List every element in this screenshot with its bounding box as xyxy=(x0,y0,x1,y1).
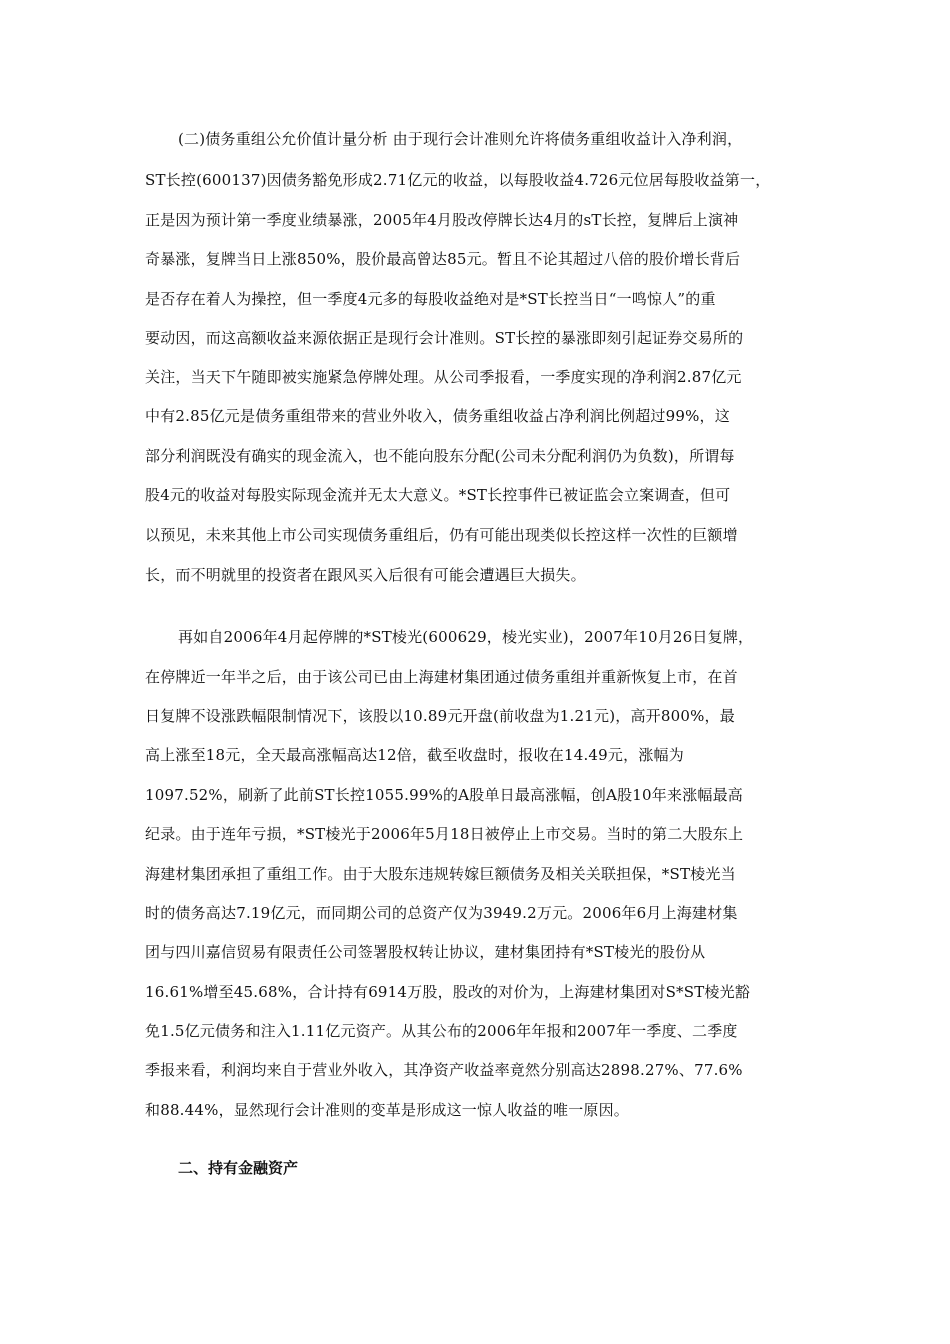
text-line: 中有2.85亿元是债务重组带来的营业外收入，债务重组收益占净利润比例超过99%，这 xyxy=(145,407,730,425)
text-line: 海建材集团承担了重组工作。由于大股东违规转嫁巨额债务及相关关联担保，*ST棱光当 xyxy=(145,865,736,883)
text-line: 关注，当天下午随即被实施紧急停牌处理。从公司季报看，一季度实现的净利润2.87亿元 xyxy=(145,368,742,386)
text-line: 免1.5亿元债务和注入1.11亿元资产。从其公布的2006年年报和2007年一季度、二季度 xyxy=(145,1022,738,1040)
text-line: 在停牌近一年半之后，由于该公司已由上海建材集团通过债务重组并重新恢复上市，在首 xyxy=(145,668,738,686)
text-line: 股4元的收益对每股实际现金流并无太大意义。*ST长控事件已被证监会立案调查，但可 xyxy=(145,486,731,504)
text-line: 16.61%增至45.68%，合计持有6914万股，股改的对价为，上海建材集团对S*ST棱光豁 xyxy=(145,983,751,1001)
text-line: 部分利润既没有确实的现金流入，也不能向股东分配(公司未分配利润仍为负数)，所谓每 xyxy=(145,447,735,465)
text-line: 和88.44%，显然现行会计准则的变革是形成这一惊人收益的唯一原因。 xyxy=(145,1101,629,1119)
text-line: 要动因，而这高额收益来源依据正是现行会计准则。ST长控的暴涨即刻引起证券交易所的 xyxy=(145,329,744,347)
text-line: 高上涨至18元，全天最高涨幅高达12倍，截至收盘时，报收在14.49元，涨幅为 xyxy=(145,746,684,764)
text-line: 再如自2006年4月起停牌的*ST棱光(600629，棱光实业)，2007年10月26日复牌， xyxy=(178,628,754,646)
text-line: 日复牌不设涨跌幅限制情况下，该股以10.89元开盘(前收盘为1.21元)，高开800%，最 xyxy=(145,707,735,725)
text-line: 团与四川嘉信贸易有限责任公司签署股权转让协议，建材集团持有*ST棱光的股份从 xyxy=(145,943,706,961)
text-line: 正是因为预计第一季度业绩暴涨，2005年4月股改停牌长达4月的sT长控，复牌后上演神 xyxy=(145,211,739,229)
text-line: 是否存在着人为操控，但一季度4元多的每股收益绝对是*ST长控当日“一鸣惊人”的重 xyxy=(145,290,716,308)
text-line: ST长控(600137)因债务豁免形成2.71亿元的收益，以每股收益4.726元位居每股收益第一， xyxy=(145,171,771,189)
text-line: 季报来看，利润均来自于营业外收入，其净资产收益率竟然分别高达2898.27%、77.6% xyxy=(145,1061,743,1079)
text-line: 奇暴涨，复牌当日上涨850%，股价最高曾达85元。暂且不论其超过八倍的股价增长背后 xyxy=(145,250,741,268)
text-line: 纪录。由于连年亏损，*ST棱光于2006年5月18日被停止上市交易。当时的第二大股东上 xyxy=(145,825,744,843)
text-line: 以预见，未来其他上市公司实现债务重组后，仍有可能出现类似长控这样一次性的巨额增 xyxy=(145,526,738,544)
text-line: 1097.52%，刷新了此前ST长控1055.99%的A股单日最高涨幅，创A股10年来涨幅最高 xyxy=(145,786,743,804)
text-line: 时的债务高达7.19亿元，而同期公司的总资产仅为3949.2万元。2006年6月上海建材集 xyxy=(145,904,738,922)
section-heading: 二、持有金融资产 xyxy=(178,1159,299,1177)
text-line: 长，而不明就里的投资者在跟风买入后很有可能会遭遇巨大损失。 xyxy=(145,566,586,584)
text-line: (二)债务重组公允价值计量分析 由于现行会计准则允许将债务重组收益计入净利润， xyxy=(178,130,743,148)
